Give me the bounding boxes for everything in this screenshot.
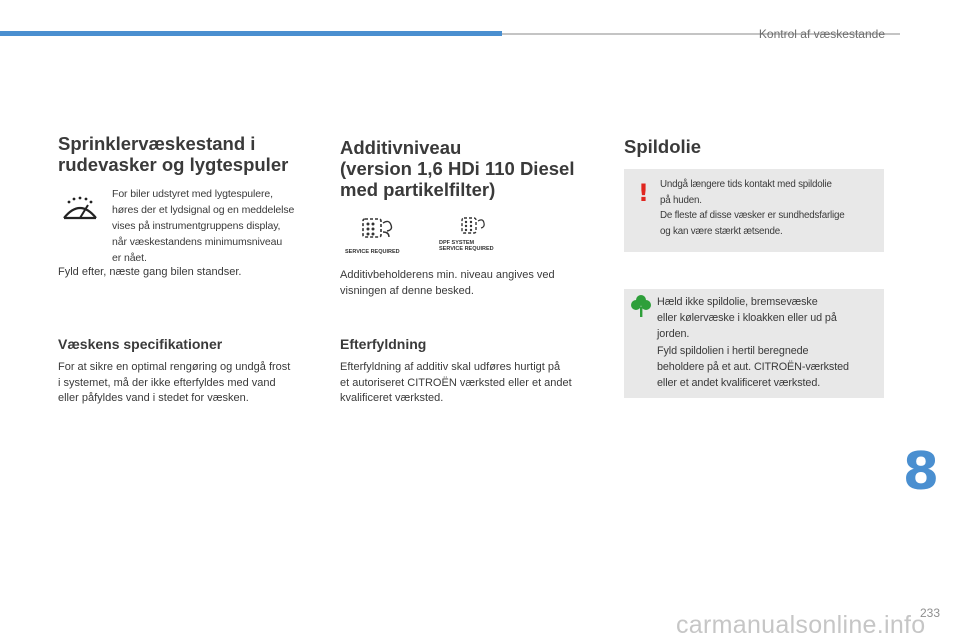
dpf-label-line: DPF SYSTEM: [439, 240, 475, 246]
text-line: er nået.: [112, 252, 147, 264]
dashboard-warning-images: [343, 213, 518, 259]
watermark: carmanualsonline.info: [676, 611, 926, 639]
refill-heading: Efterfyldning: [340, 336, 427, 352]
refill-instruction: Fyld efter, næste gang bilen standser.: [58, 266, 242, 278]
waste-oil-heading: Spildolie: [624, 136, 702, 157]
text-line: vises på instrumentgruppens display,: [112, 220, 281, 232]
dpf-system-label: [439, 240, 494, 252]
text-line: Undgå længere tids kontakt med spildolie: [660, 179, 832, 190]
service-required-label: SERVICE REQUIRED: [345, 249, 400, 255]
warning-note-text: [660, 177, 884, 239]
washer-fluid-description: [112, 186, 322, 266]
section-title: Kontrol af væskestande: [758, 27, 885, 41]
text-line: på huden.: [660, 194, 702, 206]
additive-description: [340, 268, 605, 299]
warning-icon: !: [638, 179, 649, 207]
refill-description: [340, 360, 605, 407]
text-line: beholdere på et aut. CITROËN-værksted: [657, 360, 849, 373]
dpf-label-line: SERVICE REQUIRED: [439, 246, 494, 252]
environment-note-box: [624, 289, 884, 398]
additive-heading-line: Additivniveau: [340, 137, 462, 158]
text-line: eller påfyldes vand i stedet for væsken.: [58, 392, 249, 404]
text-line: visningen af denne besked.: [340, 284, 474, 297]
text-line: et autoriseret CITROËN værksted eller et andet: [340, 376, 572, 389]
fluid-spec-heading: Væskens specifikationer: [58, 336, 223, 352]
text-line: eller kølervæske i kloakken eller ud på: [657, 312, 837, 325]
environment-note-text: [657, 294, 882, 391]
text-line: og kan være stærkt ætsende.: [660, 225, 783, 237]
fluid-spec-text: [58, 360, 320, 407]
page-number: 233: [919, 606, 940, 620]
text-line: jorden.: [657, 328, 690, 341]
text-line: i systemet, må der ikke efterfyldes med vand: [58, 376, 276, 389]
additive-heading-line: med partikelfilter): [340, 179, 496, 200]
washer-fluid-heading-line: rudevasker og lygtespuler: [58, 154, 289, 175]
text-line: eller et andet kvalificeret værksted.: [657, 377, 821, 390]
washer-fluid-heading: [58, 133, 328, 175]
washer-fluid-icon: [60, 194, 100, 224]
text-line: For biler udstyret med lygtespulere,: [112, 188, 273, 200]
tree-icon: [630, 294, 652, 318]
text-line: Fyld spildolien i hertil beregnede: [657, 344, 809, 357]
chapter-number: 8: [902, 442, 940, 502]
text-line: Hæld ikke spildolie, bremsevæske: [657, 296, 818, 308]
text-line: kvalificeret værksted.: [340, 392, 444, 404]
particle-filter-icon: [359, 213, 395, 243]
text-line: høres der et lydsignal og en meddelelse: [112, 204, 295, 216]
text-line: For at sikre en optimal rengøring og undgå frost: [58, 361, 291, 373]
additive-level-heading: [340, 137, 602, 200]
text-line: Additivbeholderens min. niveau angives ved: [340, 269, 555, 281]
header-accent-bar: [0, 31, 502, 36]
text-line: De fleste af disse væsker er sundhedsfarlige: [660, 210, 845, 221]
text-line: når væskestandens minimumsniveau: [112, 236, 283, 248]
additive-heading-line: (version 1,6 HDi 110 Diesel: [340, 158, 575, 179]
dpf-system-icon: [459, 213, 487, 239]
text-line: Efterfyldning af additiv skal udføres hurtigt på: [340, 361, 561, 373]
warning-note-box: [624, 169, 884, 252]
washer-fluid-heading-line: Sprinklervæskestand i: [58, 133, 256, 154]
